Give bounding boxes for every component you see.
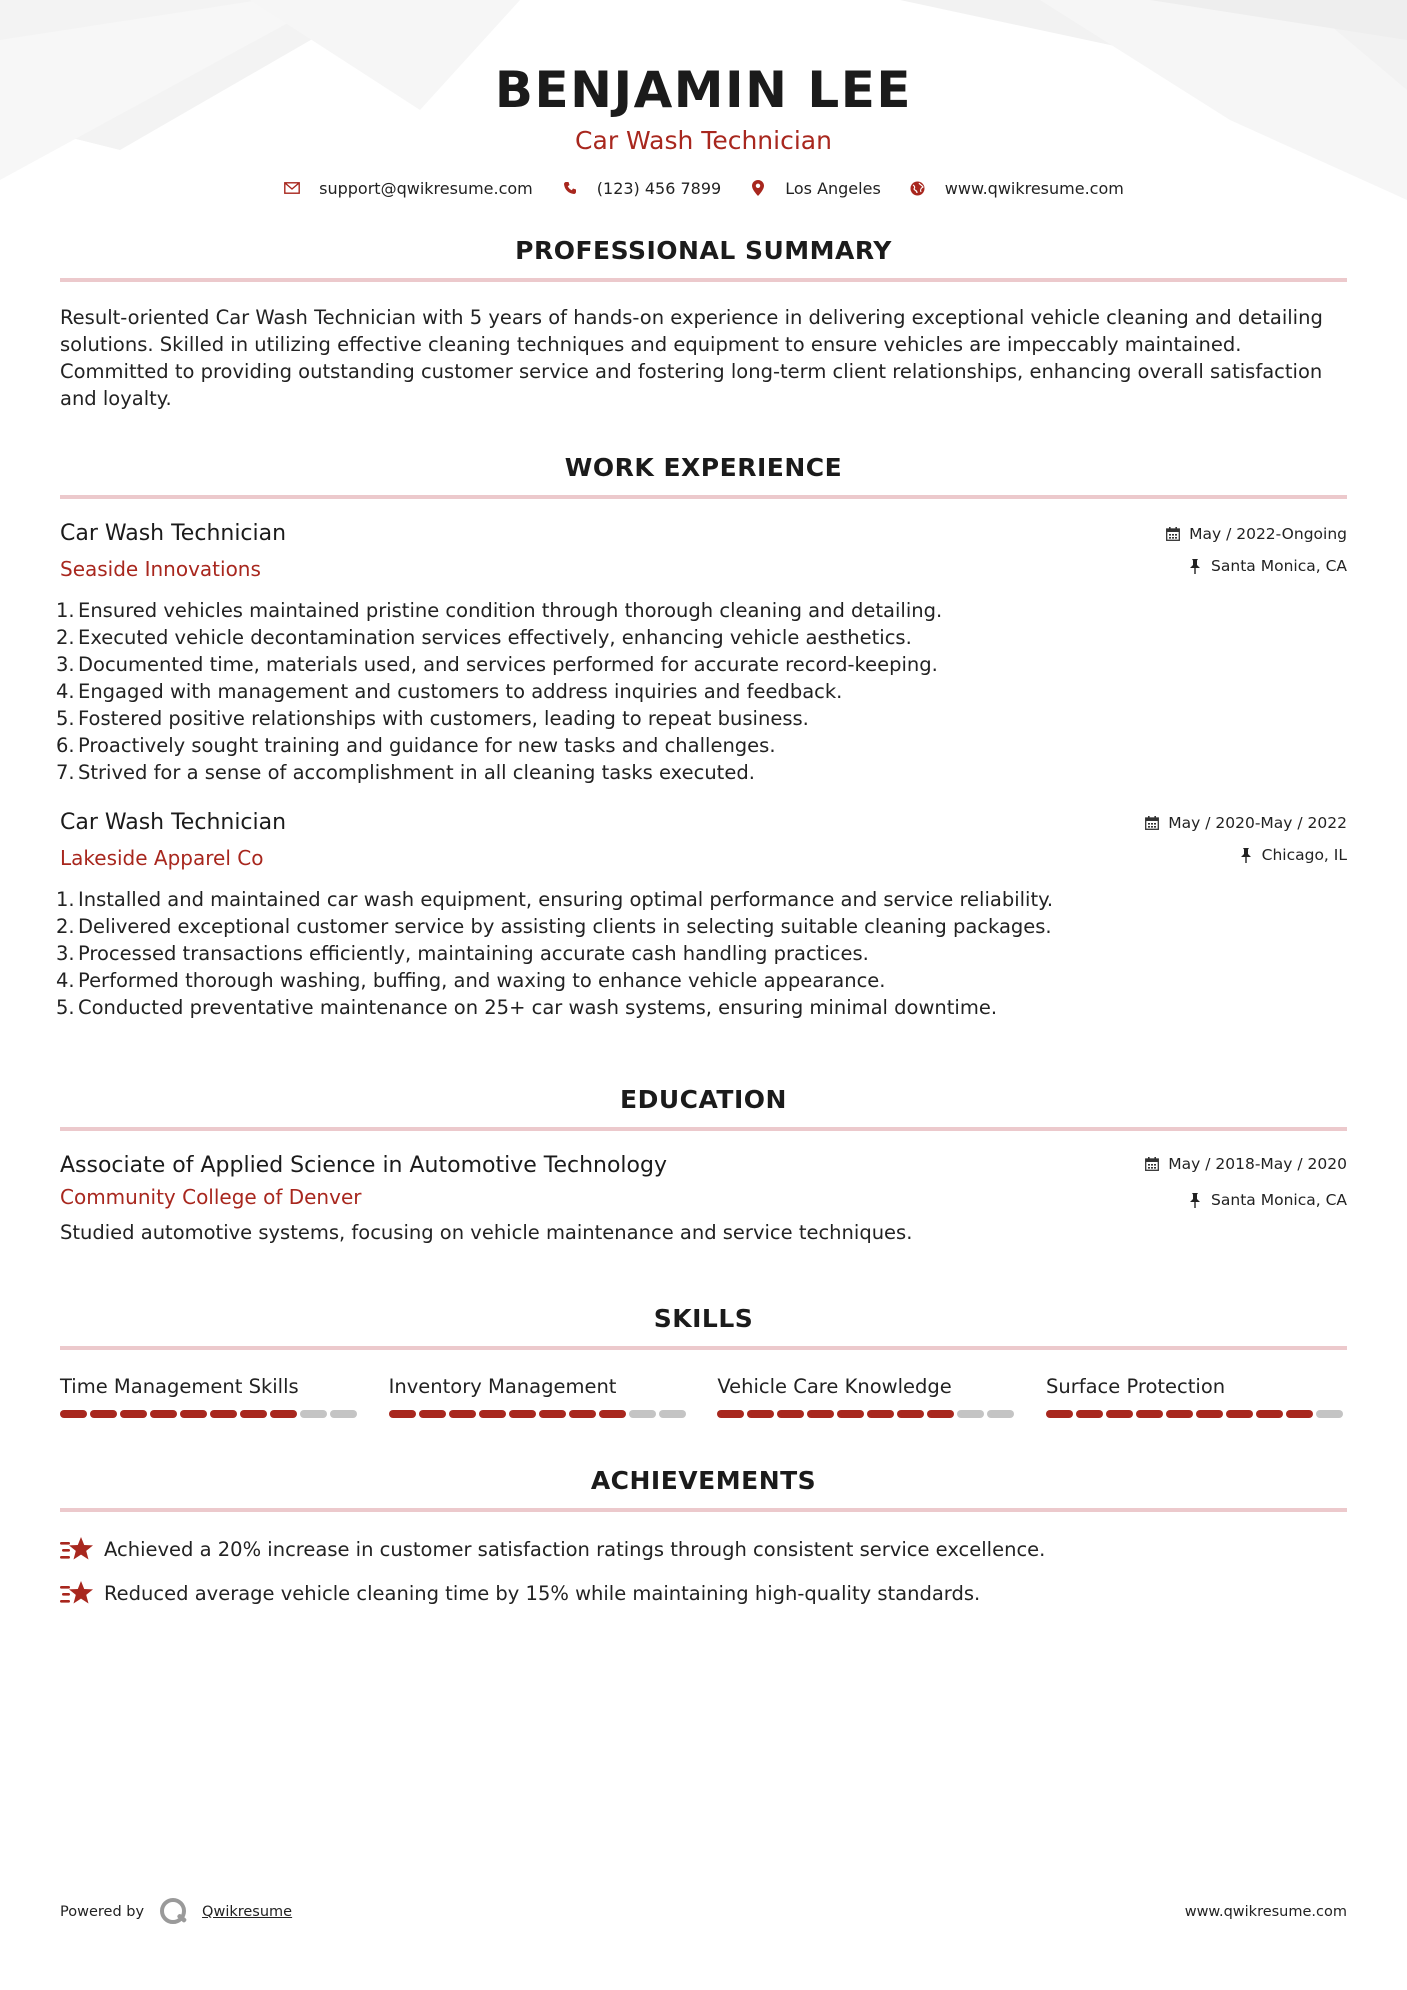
skill-name: Inventory Management <box>388 1375 617 1398</box>
education-description: Studied automotive systems, focusing on vehicle maintenance and service techniques. <box>60 1221 913 1244</box>
list-item: 1. Ensured vehicles maintained pristine condition through thorough cleaning and detailing. <box>56 599 943 622</box>
job-role: Car Wash Technician <box>60 810 287 835</box>
skill-item <box>389 1374 690 1418</box>
contact-row <box>60 176 1347 200</box>
skill-item <box>60 1374 361 1418</box>
skill-level-segment <box>569 1410 596 1418</box>
job-location: Chicago, IL <box>1261 846 1347 864</box>
page-footer <box>60 1896 1347 1928</box>
skill-level-bar <box>60 1410 361 1418</box>
section-divider <box>60 1127 1347 1131</box>
skill-level-segment <box>1286 1410 1313 1418</box>
skill-level-segment <box>300 1410 327 1418</box>
summary-section <box>60 234 1347 412</box>
skill-level-segment <box>90 1410 117 1418</box>
skill-level-segment <box>1196 1410 1223 1418</box>
education-dates: May / 2018-May / 2020 <box>1168 1155 1347 1173</box>
skill-level-segment <box>867 1410 894 1418</box>
skill-level-bar <box>389 1410 690 1418</box>
section-divider <box>60 495 1347 499</box>
job-dates: May / 2020-May / 2022 <box>1168 814 1347 832</box>
school-name: Community College of Denver <box>60 1185 362 1209</box>
candidate-name: BENJAMIN LEE <box>494 61 913 119</box>
skill-level-segment <box>837 1410 864 1418</box>
contact-phone[interactable] <box>561 179 721 198</box>
education-location: Santa Monica, CA <box>1211 1191 1347 1209</box>
calendar-icon <box>1165 526 1181 542</box>
calendar-icon <box>1144 1156 1160 1172</box>
phone-text: (123) 456 7899 <box>596 178 722 198</box>
skill-level-segment <box>1166 1410 1193 1418</box>
list-item: 3. Processed transactions efficiently, maintaining accurate cash handling practices. <box>56 942 869 965</box>
list-item: 6. Proactively sought training and guidance for new tasks and challenges. <box>56 734 776 757</box>
skill-level-segment <box>807 1410 834 1418</box>
skill-level-segment <box>270 1410 297 1418</box>
job-company: Lakeside Apparel Co <box>60 846 264 870</box>
skill-name: Vehicle Care Knowledge <box>717 1375 952 1398</box>
skill-level-segment <box>659 1410 686 1418</box>
list-item: 3. Documented time, materials used, and services performed for accurate record-keeping. <box>56 653 938 676</box>
powered-by-label: Powered by <box>60 1904 145 1920</box>
footer-website-link[interactable]: www.qwikresume.com <box>1184 1904 1347 1920</box>
skill-level-segment <box>1256 1410 1283 1418</box>
job-entry <box>56 519 1347 786</box>
skill-level-segment <box>1076 1410 1103 1418</box>
candidate-title: Car Wash Technician <box>575 126 832 155</box>
skill-level-segment <box>330 1410 357 1418</box>
skills-section <box>60 1302 1347 1418</box>
envelope-icon <box>283 179 301 197</box>
education-section <box>60 1083 1347 1246</box>
skill-level-segment <box>987 1410 1014 1418</box>
skill-level-bar <box>1046 1410 1347 1418</box>
skill-level-segment <box>479 1410 506 1418</box>
skill-level-segment <box>777 1410 804 1418</box>
job-role: Car Wash Technician <box>60 521 287 546</box>
skill-level-segment <box>957 1410 984 1418</box>
education-entry <box>60 1151 1347 1246</box>
email-text: support@qwikresume.com <box>319 178 533 198</box>
skill-level-segment <box>539 1410 566 1418</box>
job-location: Santa Monica, CA <box>1211 557 1347 575</box>
pushpin-icon <box>1238 847 1254 863</box>
skill-level-segment <box>180 1410 207 1418</box>
skill-level-segment <box>599 1410 626 1418</box>
contact-location <box>749 179 881 198</box>
skill-name: Surface Protection <box>1045 1375 1226 1398</box>
shooting-star-icon <box>60 1534 94 1564</box>
skill-level-segment <box>1106 1410 1133 1418</box>
skill-item <box>1046 1374 1347 1418</box>
pushpin-icon <box>1187 1192 1203 1208</box>
section-divider <box>60 1508 1347 1512</box>
skill-level-bar <box>717 1410 1018 1418</box>
job-bullets <box>56 886 1347 1021</box>
degree-title: Associate of Applied Science in Automotive Technology <box>60 1153 667 1178</box>
section-divider <box>60 278 1347 282</box>
job-bullets <box>56 597 1347 786</box>
qwikresume-logo-icon <box>158 1896 190 1928</box>
achievements-heading: ACHIEVEMENTS <box>590 1466 817 1495</box>
list-item: 4. Engaged with management and customers to address inquiries and feedback. <box>56 680 843 703</box>
skill-level-segment <box>240 1410 267 1418</box>
phone-icon <box>561 179 579 197</box>
contact-website[interactable] <box>909 179 1124 198</box>
skill-level-segment <box>1316 1410 1343 1418</box>
skill-level-segment <box>150 1410 177 1418</box>
list-item: 7. Strived for a sense of accomplishment in all cleaning tasks executed. <box>56 761 755 784</box>
globe-icon <box>909 179 927 197</box>
skill-level-segment <box>747 1410 774 1418</box>
list-item: 2. Delivered exceptional customer service by assisting clients in selecting suitable cleaning packages. <box>56 915 1052 938</box>
skills-heading: SKILLS <box>653 1304 754 1333</box>
skill-level-segment <box>449 1410 476 1418</box>
pushpin-icon <box>1187 558 1203 574</box>
skill-level-segment <box>927 1410 954 1418</box>
summary-heading: PROFESSIONAL SUMMARY <box>515 236 892 265</box>
calendar-icon <box>1144 815 1160 831</box>
job-entry <box>56 808 1347 1021</box>
experience-section <box>56 451 1347 1021</box>
achievements-section <box>60 1464 1347 1608</box>
list-item: 1. Installed and maintained car wash equipment, ensuring optimal performance and service reliability. <box>56 888 1054 911</box>
skill-level-segment <box>509 1410 536 1418</box>
location-text: Los Angeles <box>785 178 881 198</box>
job-company: Seaside Innovations <box>60 557 261 581</box>
resume-header <box>60 0 1347 200</box>
section-divider <box>60 1346 1347 1350</box>
summary-text: Result-oriented Car Wash Technician with 5 years of hands-on experience in delivering exceptional vehicle cleaning and detailing solutions. Skilled in utilizing effective cleaning techniques and equipment to ensure vehicles are impeccably maintained. Committed to providing outstanding customer service and fostering long-term client relationships, enhancing overall satisfaction and loyalty. <box>60 306 1323 410</box>
skills-list <box>60 1374 1347 1418</box>
skill-level-segment <box>629 1410 656 1418</box>
skill-level-segment <box>210 1410 237 1418</box>
list-item: 5. Conducted preventative maintenance on 25+ car wash systems, ensuring minimal downtime. <box>56 996 998 1019</box>
experience-heading: WORK EXPERIENCE <box>564 453 843 482</box>
skill-level-segment <box>60 1410 87 1418</box>
achievement-item <box>60 1578 1347 1608</box>
skill-level-segment <box>1136 1410 1163 1418</box>
skill-level-segment <box>897 1410 924 1418</box>
skill-level-segment <box>1226 1410 1253 1418</box>
achievements-list <box>60 1534 1347 1608</box>
shooting-star-icon <box>60 1578 94 1608</box>
map-pin-icon <box>749 179 767 197</box>
skill-level-segment <box>389 1410 416 1418</box>
job-dates: May / 2022-Ongoing <box>1189 525 1347 543</box>
website-text: www.qwikresume.com <box>944 178 1124 198</box>
skill-level-segment <box>717 1410 744 1418</box>
skill-level-segment <box>1046 1410 1073 1418</box>
skill-level-segment <box>419 1410 446 1418</box>
skill-level-segment <box>120 1410 147 1418</box>
achievement-item <box>60 1534 1347 1564</box>
contact-email[interactable] <box>283 179 533 198</box>
education-heading: EDUCATION <box>620 1085 787 1114</box>
achievement-text: Reduced average vehicle cleaning time by 15% while maintaining high-quality standards. <box>104 1581 981 1605</box>
list-item: 2. Executed vehicle decontamination services effectively, enhancing vehicle aesthetics. <box>56 626 912 649</box>
skill-name: Time Management Skills <box>60 1375 299 1398</box>
list-item: 4. Performed thorough washing, buffing, and waxing to enhance vehicle appearance. <box>56 969 886 992</box>
achievement-text: Achieved a 20% increase in customer satisfaction ratings through consistent service excellence. <box>104 1537 1046 1561</box>
qwikresume-link[interactable]: Qwikresume <box>202 1904 293 1920</box>
skill-item <box>717 1374 1018 1418</box>
list-item: 5. Fostered positive relationships with customers, leading to repeat business. <box>56 707 809 730</box>
